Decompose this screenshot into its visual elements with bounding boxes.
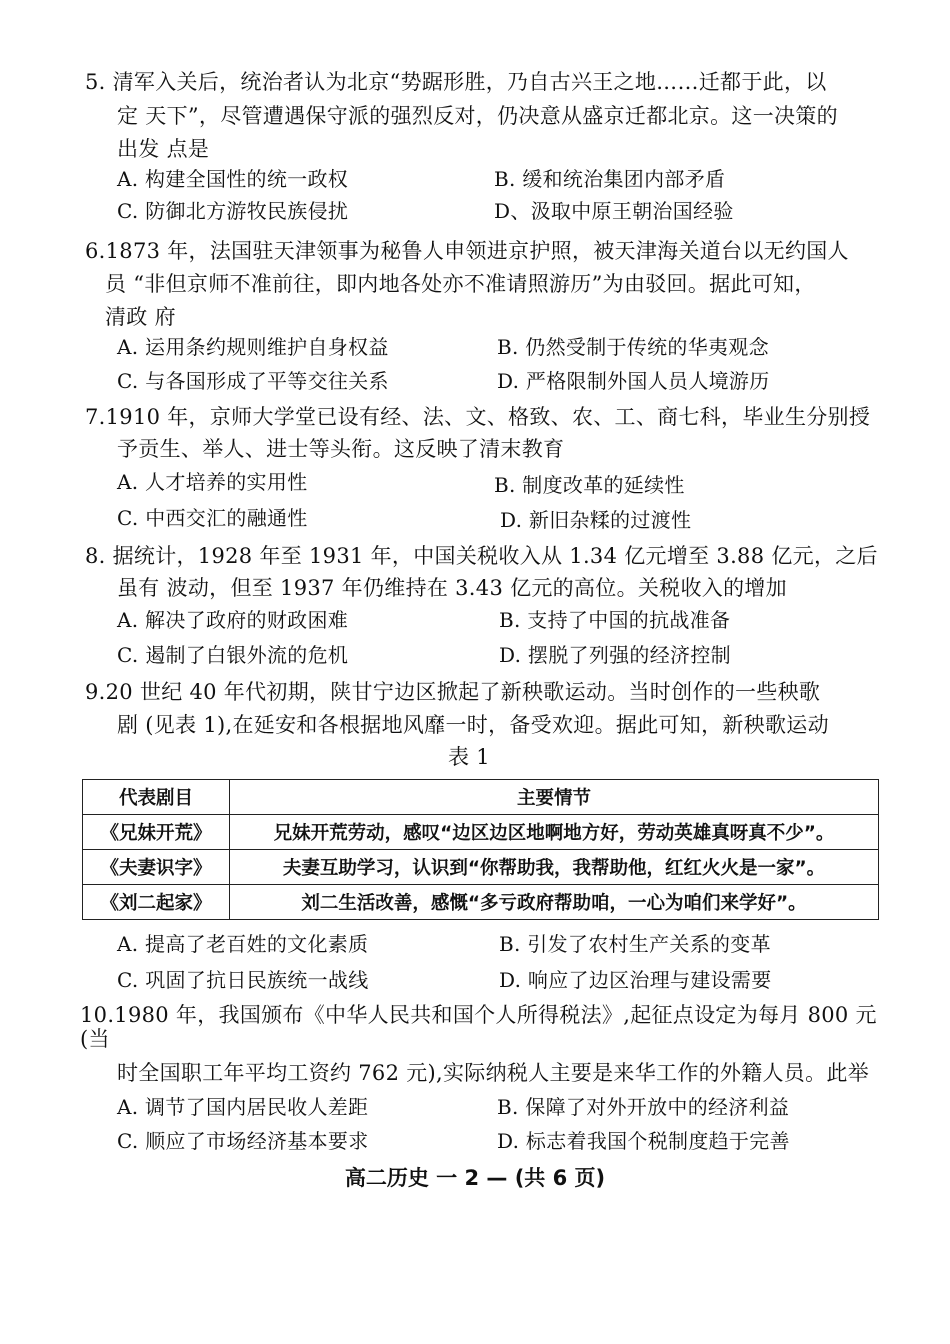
q6-option-b: B. 仍然受制于传统的华夷观念	[497, 335, 769, 359]
q6-line-3: 清政 府	[105, 305, 176, 329]
q6-line-2: 员 “非但京师不准前往，即内地各处亦不准请照游历”为由驳回。据此可知，	[105, 272, 816, 296]
q9-line-2: 剧 (见表 1),在延安和各根据地风靡一时，备受欢迎。据此可知，新秧歌运动	[117, 713, 829, 737]
q9-option-d: D. 响应了边区治理与建设需要	[499, 968, 772, 992]
q6-option-a: A. 运用条约规则维护自身权益	[117, 335, 389, 359]
table-title: 表 1	[448, 745, 490, 769]
table-cell-plot: 夫妻互助学习，认识到“你帮助我，我帮助他，红红火火是一家”。	[230, 850, 879, 885]
q8-option-c: C. 遏制了白银外流的危机	[117, 643, 349, 667]
q8-option-b: B. 支持了中国的抗战准备	[499, 608, 731, 632]
q9-option-a: A. 提高了老百姓的文化素质	[117, 932, 369, 956]
q8-line-2: 虽有 波动，但至 1937 年仍维持在 3.43 亿元的高位。关税收入的增加	[117, 576, 787, 600]
q6-option-c: C. 与各国形成了平等交往关系	[117, 369, 389, 393]
q10-line-2: (当	[80, 1027, 110, 1051]
table-row	[83, 885, 879, 920]
q7-option-d: D. 新旧杂糅的过渡性	[500, 508, 692, 532]
table-row	[83, 850, 879, 885]
q10-option-d: D. 标志着我国个税制度趋于完善	[497, 1129, 790, 1153]
q5-option-c: C. 防御北方游牧民族侵扰	[117, 199, 349, 223]
page-footer: 高二历史 一 2 — (共 6 页)	[344, 1166, 606, 1190]
q7-line-1: 7.1910 年，京师大学堂已设有经、法、文、格致、农、工、商七科，毕业生分别授	[85, 405, 871, 429]
table-cell-title: 《夫妻识字》	[83, 850, 230, 885]
q9-option-c: C. 巩固了抗日民族统一战线	[117, 968, 369, 992]
table-cell-plot: 兄妹开荒劳动，感叹“边区边区地啊地方好，劳动英雄真呀真不少”。	[230, 815, 879, 850]
q5-option-b: B. 缓和统治集团内部矛盾	[494, 167, 726, 191]
q5-option-a: A. 构建全国性的统一政权	[117, 167, 349, 191]
table-cell-title: 《兄妹开荒》	[83, 815, 230, 850]
q7-option-c: C. 中西交汇的融通性	[117, 506, 308, 530]
q6-line-1: 6.1873 年，法国驻天津领事为秘鲁人申领进京护照，被天津海关道台以无约国人	[85, 239, 849, 263]
q10-line-1: 10.1980 年，我国颁布《中华人民共和国个人所得税法》,起征点设定为每月 800 元	[80, 1003, 877, 1027]
q10-option-b: B. 保障了对外开放中的经济利益	[497, 1095, 790, 1119]
q5-line-2: 定 天下”，尽管遭遇保守派的强烈反对，仍决意从盛京迁都北京。这一决策的	[117, 104, 838, 128]
q10-line-3: 时全国职工年平均工资约 762 元),实际纳税人主要是来华工作的外籍人员。此举	[117, 1061, 869, 1085]
q7-option-b: B. 制度改革的延续性	[494, 473, 685, 497]
table-cell-title: 《刘二起家》	[83, 885, 230, 920]
q5-option-d: D、汲取中原王朝治国经验	[494, 199, 734, 223]
table-cell-plot: 刘二生活改善，感慨“多亏政府帮助咱，一心为咱们来学好”。	[230, 885, 879, 920]
drama-table	[82, 779, 879, 920]
q7-option-a: A. 人才培养的实用性	[117, 470, 308, 494]
q10-option-c: C. 顺应了市场经济基本要求	[117, 1129, 369, 1153]
q6-option-d: D. 严格限制外国人员人境游历	[497, 369, 770, 393]
q9-line-1: 9.20 世纪 40 年代初期，陕甘宁边区掀起了新秧歌运动。当时创作的一些秧歌	[85, 680, 821, 704]
table-header-row	[83, 780, 879, 815]
q8-option-a: A. 解决了政府的财政困难	[117, 608, 349, 632]
q10-option-a: A. 调节了国内居民收人差距	[117, 1095, 369, 1119]
table-header-cell: 主要情节	[230, 780, 879, 815]
q5-line-3: 出发 点是	[117, 137, 210, 161]
q9-option-b: B. 引发了农村生产关系的变革	[499, 932, 771, 956]
table-row	[83, 815, 879, 850]
q7-line-2: 予贡生、举人、进士等头衔。这反映了清末教育	[117, 437, 565, 461]
q8-line-1: 8. 据统计，1928 年至 1931 年，中国关税收入从 1.34 亿元增至 3.88 亿元，之后	[85, 544, 878, 568]
q5-line-1: 5. 清军入关后，统治者认为北京“势踞形胜，乃自古兴王之地……迁都于此，以	[85, 70, 827, 94]
table-header-cell: 代表剧目	[83, 780, 230, 815]
q8-option-d: D. 摆脱了列强的经济控制	[499, 643, 731, 667]
